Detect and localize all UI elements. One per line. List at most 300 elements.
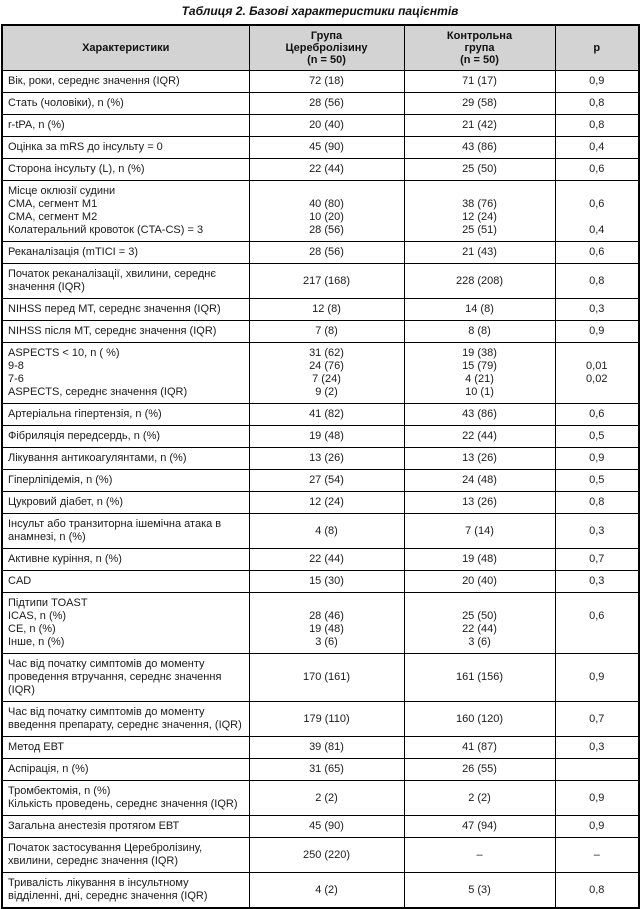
p-value (555, 702, 639, 737)
cell-line: NIHSS після МТ, середнє значення (IQR) (8, 325, 217, 337)
cell-line (407, 185, 553, 198)
cell-line: 250 (220) (302, 848, 351, 861)
cell-line: 0,4 (589, 224, 605, 236)
cell-line (558, 347, 637, 360)
cell-line: 13 (26) (309, 452, 344, 464)
cell-line: Цукровий діабет, n (%) (8, 496, 123, 508)
row-label (2, 781, 249, 816)
p-value (555, 264, 639, 299)
col-header-characteristics (2, 25, 249, 71)
cell-line: 9 (2) (315, 386, 338, 398)
p-value (555, 781, 639, 816)
cell-line: 0,8 (589, 119, 605, 131)
control-value (404, 737, 555, 759)
cell-line: 41 (87) (462, 741, 497, 753)
cell-line: 71 (17) (462, 75, 497, 87)
cerebrolysin-value (249, 404, 404, 426)
p-value (555, 816, 639, 838)
cell-line: 25 (51) (462, 224, 497, 236)
table-row (2, 404, 639, 426)
cell-line: 0,5 (589, 474, 605, 486)
table-row (2, 448, 639, 470)
cell-line: Фібриляція передсердь, n (%) (8, 430, 161, 442)
cell-line: 0,8 (589, 97, 605, 109)
cell-line: Метод ЕВТ (8, 741, 64, 753)
cell-line: 0,8 (589, 883, 605, 896)
row-label (2, 838, 249, 873)
table-row (2, 137, 639, 159)
p-value (555, 299, 639, 321)
cell-line: 28 (56) (309, 97, 344, 109)
cerebrolysin-value (249, 593, 404, 654)
cell-line: 4 (2) (315, 883, 338, 896)
cell-line: Колатеральний кровоток (CTA-CS) = 3 (8, 224, 204, 236)
cerebrolysin-value (249, 702, 404, 737)
cell-line: 19 (38) (462, 347, 497, 359)
p-value (555, 873, 639, 909)
cell-line: 228 (208) (455, 274, 504, 287)
control-value (404, 426, 555, 448)
row-label (2, 549, 249, 571)
p-value (555, 759, 639, 781)
cell-line: 160 (120) (455, 712, 504, 725)
col-header-p-value (555, 25, 639, 71)
p-value (555, 593, 639, 654)
cell-line: 3 (6) (315, 636, 338, 648)
cerebrolysin-value (249, 654, 404, 702)
p-value (555, 514, 639, 549)
cell-line: 31 (62) (309, 347, 344, 359)
cell-line (252, 185, 402, 198)
cell-line: Інсульт або транзиторна ішемічна атака в анамнезі, n (%) (8, 518, 222, 543)
cell-line: Загальна анестезія протягом ЕВТ (8, 820, 180, 832)
row-label (2, 737, 249, 759)
control-value (404, 404, 555, 426)
cell-line: NIHSS перед МТ, середнє значення (IQR) (8, 303, 221, 315)
cell-line: 19 (48) (309, 430, 344, 442)
cell-line: Вік, роки, середнє значення (IQR) (8, 75, 180, 87)
cell-line: 0,6 (589, 198, 605, 210)
cell-line: 0,8 (589, 274, 605, 287)
row-label (2, 343, 249, 404)
cell-line: r-tPA, n (%) (8, 119, 65, 131)
cell-line (558, 636, 637, 649)
cell-line: Інше, n (%) (8, 636, 65, 648)
control-value (404, 838, 555, 873)
cell-line: 43 (86) (462, 408, 497, 420)
cell-line: 3 (6) (468, 636, 491, 648)
table-row (2, 781, 639, 816)
cell-line: 0,02 (586, 373, 608, 385)
cell-line: 28 (56) (309, 224, 344, 236)
table-row (2, 470, 639, 492)
header-row (2, 25, 639, 71)
cell-line: 0,9 (589, 671, 605, 683)
cell-line: 2 (2) (468, 791, 491, 804)
p-value (555, 93, 639, 115)
cell-line: 0,7 (589, 712, 605, 725)
row-label (2, 816, 249, 838)
cell-line: Активне куріння, n (%) (8, 553, 122, 565)
cell-line: 20 (40) (462, 575, 497, 587)
cell-line (558, 623, 637, 636)
cell-line: ASPECTS < 10, n ( %) (8, 347, 120, 359)
cell-line: 14 (8) (465, 303, 494, 315)
control-value (404, 343, 555, 404)
cell-line: 7 (8) (315, 325, 338, 337)
cerebrolysin-value (249, 470, 404, 492)
row-label (2, 514, 249, 549)
col-header-cerebrolysin-group (249, 25, 404, 71)
cell-line: Реканалізація (mTICI = 3) (8, 246, 139, 258)
cell-line: 0,3 (589, 575, 605, 587)
p-value (555, 71, 639, 93)
table-row (2, 492, 639, 514)
cell-line: Тривалість лікування в інсультному відділенні, дні, середнє значення (IQR) (8, 877, 208, 902)
table-row (2, 759, 639, 781)
cell-line: 0,8 (589, 496, 605, 508)
cell-line: Оцінка за mRS до інсульту = 0 (8, 141, 163, 153)
cell-line: 12 (24) (309, 496, 344, 508)
cell-line: 5 (3) (468, 883, 491, 896)
table-row (2, 737, 639, 759)
table-row (2, 838, 639, 873)
p-value (555, 343, 639, 404)
table-row (2, 321, 639, 343)
table-row (2, 343, 639, 404)
header-label: група (464, 42, 495, 54)
table-row (2, 115, 639, 137)
cerebrolysin-value (249, 838, 404, 873)
cell-line: 15 (79) (462, 360, 497, 372)
row-label (2, 137, 249, 159)
cell-line (407, 597, 553, 610)
p-value (555, 549, 639, 571)
cell-line: 0,4 (589, 141, 605, 153)
control-value (404, 242, 555, 264)
p-value (555, 492, 639, 514)
cell-line: Початок реканалізації, хвилини, середнє значення (IQR) (8, 268, 216, 293)
cell-line: 0,3 (589, 741, 605, 753)
cerebrolysin-value (249, 343, 404, 404)
cerebrolysin-value (249, 759, 404, 781)
table-row (2, 873, 639, 909)
p-value (555, 159, 639, 181)
p-value (555, 137, 639, 159)
control-value (404, 115, 555, 137)
control-value (404, 137, 555, 159)
table-row (2, 514, 639, 549)
cell-line: 29 (58) (462, 97, 497, 109)
cell-line: 0,3 (589, 524, 605, 537)
cell-line: Час від початку симптомів до моменту введення препарату, середнє значення, (IQR) (8, 706, 242, 731)
header-label: (n = 50) (460, 54, 499, 66)
cell-line: Стать (чоловіки), n (%) (8, 97, 124, 109)
cell-line: 7 (24) (312, 373, 341, 385)
cerebrolysin-value (249, 816, 404, 838)
table-row (2, 299, 639, 321)
cell-line: 13 (26) (462, 496, 497, 508)
cell-line: 25 (50) (462, 610, 497, 622)
patients-table (1, 24, 640, 909)
cell-line: 7 (14) (465, 524, 494, 537)
table-row (2, 549, 639, 571)
cell-line: 43 (86) (462, 141, 497, 153)
cell-line: 4 (21) (465, 373, 494, 385)
cerebrolysin-value (249, 492, 404, 514)
cerebrolysin-value (249, 71, 404, 93)
cell-line: CAD (8, 575, 32, 587)
cerebrolysin-value (249, 137, 404, 159)
cerebrolysin-value (249, 181, 404, 242)
cell-line: 0,9 (589, 820, 605, 832)
table-body (2, 71, 639, 909)
cell-line: 12 (24) (462, 211, 497, 223)
cell-line: 0,6 (589, 408, 605, 420)
header-label: Група (310, 30, 343, 42)
row-label (2, 159, 249, 181)
cerebrolysin-value (249, 571, 404, 593)
cerebrolysin-value (249, 242, 404, 264)
cell-line: 21 (43) (462, 246, 497, 258)
control-value (404, 181, 555, 242)
control-value (404, 593, 555, 654)
cell-line: 39 (81) (309, 741, 344, 753)
cerebrolysin-value (249, 737, 404, 759)
cell-line: 179 (110) (303, 712, 350, 725)
cell-line: 28 (56) (309, 246, 344, 258)
row-label (2, 702, 249, 737)
cell-line: 10 (20) (309, 211, 344, 223)
cerebrolysin-value (249, 873, 404, 909)
cerebrolysin-value (249, 299, 404, 321)
cell-line: 20 (40) (309, 119, 344, 131)
cell-line: 28 (46) (309, 610, 344, 622)
cell-line: Місце оклюзії судини (8, 185, 116, 197)
cell-line: 0,6 (589, 163, 605, 175)
table-row (2, 654, 639, 702)
table-row (2, 242, 639, 264)
cell-line: ASPECTS, середнє значення (IQR) (8, 386, 188, 398)
row-label (2, 71, 249, 93)
cerebrolysin-value (249, 781, 404, 816)
cell-line: 25 (50) (462, 163, 497, 175)
control-value (404, 873, 555, 909)
cell-line: 0,3 (589, 303, 605, 315)
cell-line: 24 (48) (462, 474, 497, 486)
cell-line: 170 (161) (302, 671, 351, 683)
row-label (2, 492, 249, 514)
header-label: Характеристики (82, 42, 170, 54)
cell-line: 45 (90) (309, 820, 344, 832)
cell-line (558, 597, 637, 610)
row-label (2, 448, 249, 470)
cerebrolysin-value (249, 426, 404, 448)
row-label (2, 470, 249, 492)
row-label (2, 242, 249, 264)
cell-line: 0,5 (589, 430, 605, 442)
p-value (555, 181, 639, 242)
cerebrolysin-value (249, 514, 404, 549)
control-value (404, 159, 555, 181)
cell-line: Лікування антикоагулянтами, n (%) (8, 452, 187, 464)
cell-line: 47 (94) (462, 820, 497, 832)
table-row (2, 159, 639, 181)
cell-line: 40 (80) (309, 198, 344, 210)
cerebrolysin-value (249, 549, 404, 571)
cell-line: ICAS, n (%) (8, 610, 67, 622)
p-value (555, 321, 639, 343)
table-row (2, 264, 639, 299)
cell-line: 0,6 (589, 610, 605, 622)
table-row (2, 702, 639, 737)
header-label: Церебролізину (285, 42, 368, 54)
control-value (404, 514, 555, 549)
cell-line: Сторона інсульту (L), n (%) (8, 163, 145, 175)
cell-line: Підтипи TOAST (8, 597, 88, 609)
cell-line (252, 597, 402, 610)
cell-line: 15 (30) (309, 575, 344, 587)
table-row (2, 181, 639, 242)
table-row (2, 816, 639, 838)
table-row (2, 571, 639, 593)
row-label (2, 404, 249, 426)
cell-line: 45 (90) (309, 141, 344, 153)
control-value (404, 93, 555, 115)
cerebrolysin-value (249, 321, 404, 343)
row-label (2, 93, 249, 115)
cell-line: Початок застосування Церебролізину, хвилини, середнє значення (IQR) (8, 842, 203, 867)
cell-line: 217 (168) (302, 274, 351, 287)
cell-line (558, 185, 637, 198)
p-value (555, 404, 639, 426)
cell-line: Тромбектомія, n (%) (8, 785, 111, 797)
cell-line: 7-6 (8, 373, 24, 385)
row-label (2, 426, 249, 448)
row-label (2, 181, 249, 242)
p-value (555, 426, 639, 448)
cerebrolysin-value (249, 264, 404, 299)
row-label (2, 264, 249, 299)
p-value (555, 654, 639, 702)
row-label (2, 654, 249, 702)
cerebrolysin-value (249, 115, 404, 137)
cell-line: 0,9 (589, 75, 605, 87)
p-value (555, 242, 639, 264)
cell-line: 10 (1) (465, 386, 494, 398)
p-value (555, 470, 639, 492)
cell-line: 0,7 (589, 553, 605, 565)
cell-line: CE, n (%) (8, 623, 56, 635)
control-value (404, 702, 555, 737)
cell-line: 22 (44) (309, 553, 344, 565)
cell-line: 31 (65) (309, 763, 344, 775)
table-row (2, 426, 639, 448)
cell-line: 12 (8) (312, 303, 341, 315)
cell-line: Кількість проведень, середнє значення (IQR) (8, 798, 238, 810)
cell-line: – (593, 848, 600, 861)
cell-line: 8 (8) (468, 325, 491, 337)
cell-line: 21 (42) (462, 119, 497, 131)
control-value (404, 654, 555, 702)
control-value (404, 71, 555, 93)
cell-line: 26 (55) (462, 763, 497, 775)
cell-line: 19 (48) (309, 623, 344, 635)
table-row (2, 93, 639, 115)
row-label (2, 873, 249, 909)
cell-line: 24 (76) (309, 360, 344, 372)
cell-line: 22 (44) (309, 163, 344, 175)
row-label (2, 299, 249, 321)
cell-line: Артеріальна гіпертензія, n (%) (8, 408, 162, 420)
table-title: Таблиця 2. Базові характеристики пацієнтів (181, 4, 459, 18)
control-value (404, 492, 555, 514)
cell-line: 72 (18) (309, 75, 344, 87)
row-label (2, 321, 249, 343)
cell-line (558, 386, 637, 399)
cell-line: СМА, сегмент М1 (8, 198, 98, 210)
cell-line: 41 (82) (309, 408, 344, 420)
cell-line: 22 (44) (462, 430, 497, 442)
control-value (404, 781, 555, 816)
row-label (2, 571, 249, 593)
cerebrolysin-value (249, 448, 404, 470)
control-value (404, 264, 555, 299)
cell-line: 0,6 (589, 246, 605, 258)
cell-line: Час від початку симптомів до моменту проведення втручання, середнє значення (IQR) (8, 658, 222, 696)
cell-line: 22 (44) (462, 623, 497, 635)
cell-line: 19 (48) (462, 553, 497, 565)
cell-line (558, 763, 637, 776)
cell-line: 0,01 (586, 360, 608, 372)
cell-line (558, 211, 637, 224)
cell-line: 4 (8) (315, 524, 338, 537)
cell-line: СМА, сегмент М2 (8, 211, 98, 223)
cell-line: 0,9 (589, 325, 605, 337)
p-value (555, 838, 639, 873)
cell-line: 0,9 (589, 791, 605, 804)
row-label (2, 593, 249, 654)
header-label: (n = 50) (307, 54, 346, 66)
row-label (2, 759, 249, 781)
header-label: p (593, 42, 601, 54)
cell-line: 161 (156) (455, 671, 504, 683)
table-row (2, 593, 639, 654)
control-value (404, 549, 555, 571)
control-value (404, 321, 555, 343)
p-value (555, 115, 639, 137)
cerebrolysin-value (249, 93, 404, 115)
table-header (2, 25, 639, 71)
table-row (2, 71, 639, 93)
cell-line: 9-8 (8, 360, 24, 372)
cell-line: Аспірація, n (%) (8, 763, 89, 775)
row-label (2, 115, 249, 137)
cell-line: – (476, 848, 483, 861)
cell-line: 0,9 (589, 452, 605, 464)
control-value (404, 759, 555, 781)
control-value (404, 470, 555, 492)
p-value (555, 737, 639, 759)
p-value (555, 571, 639, 593)
cerebrolysin-value (249, 159, 404, 181)
header-label: Контрольна (446, 30, 513, 42)
cell-line: 2 (2) (315, 791, 338, 804)
cell-line: 38 (76) (462, 198, 497, 210)
control-value (404, 571, 555, 593)
cell-line: Гіперліпідемія, n (%) (8, 474, 113, 486)
col-header-control-group (404, 25, 555, 71)
